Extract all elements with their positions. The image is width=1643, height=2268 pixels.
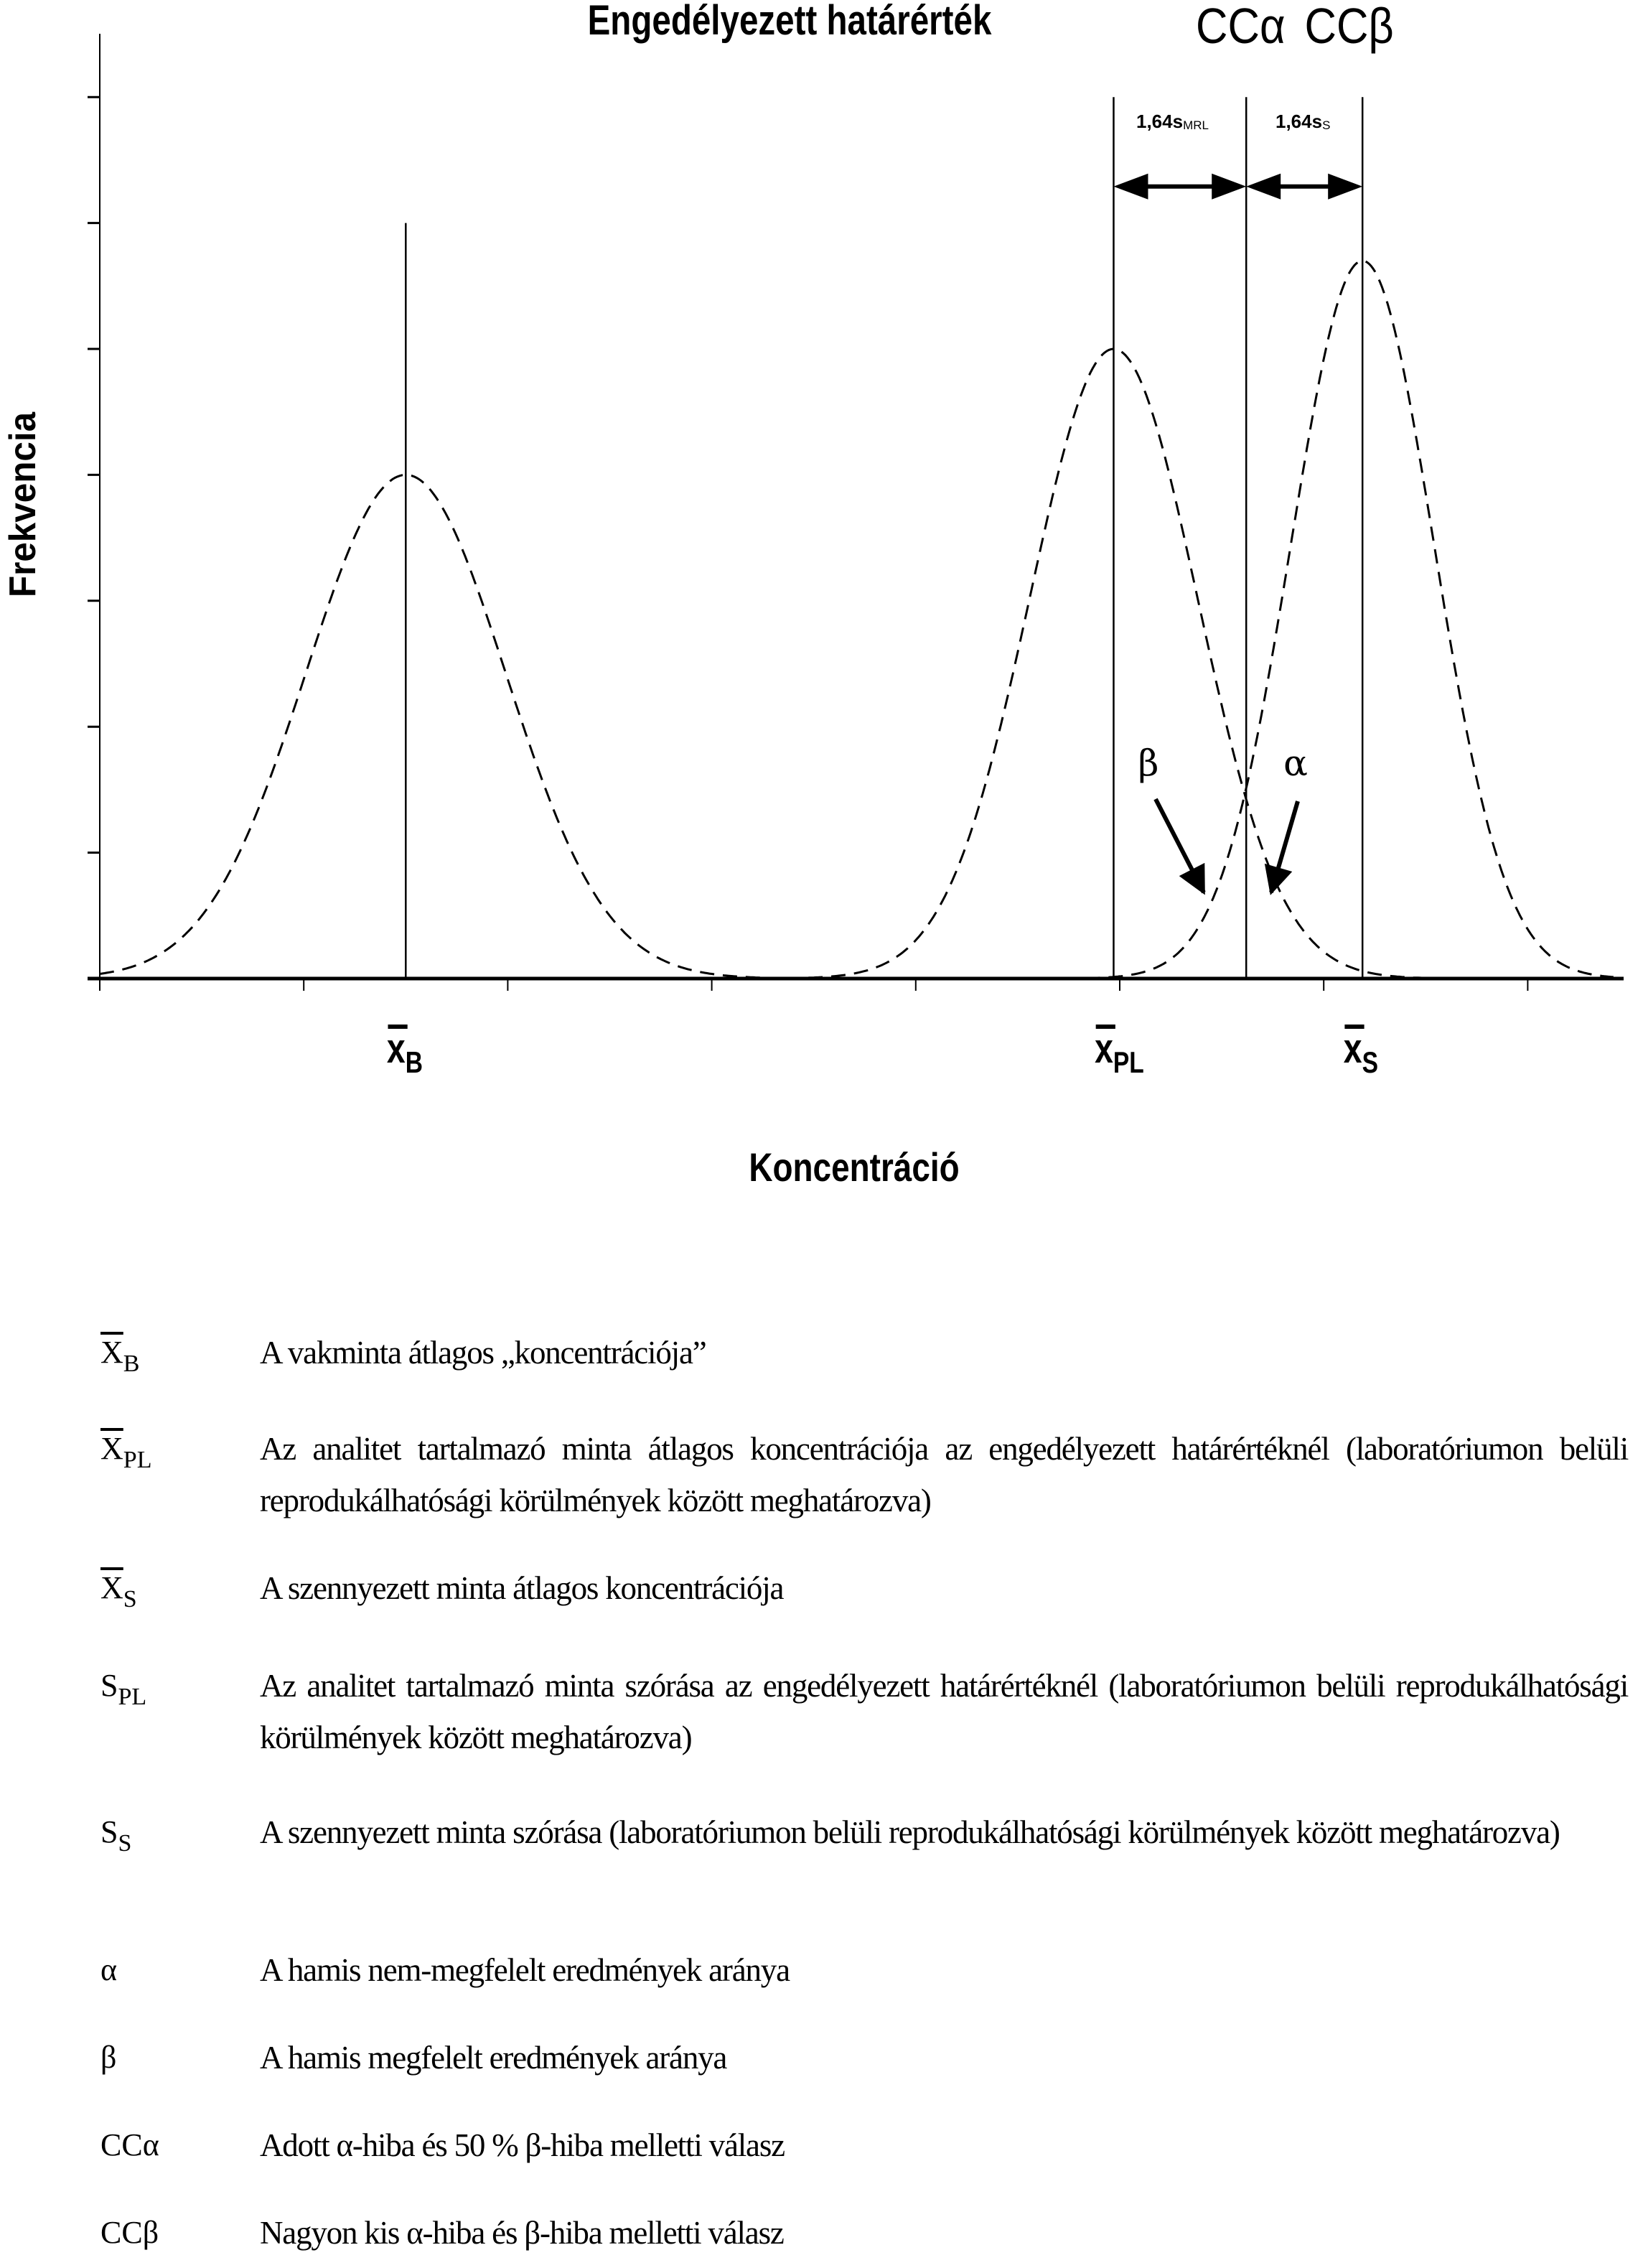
x-marker-sub: B (405, 1046, 423, 1080)
vertical-lines (406, 97, 1362, 979)
legend-symbol-base: CCβ (100, 2215, 159, 2250)
dimension-arrows (1113, 174, 1362, 200)
legend-description: A vakminta átlagos „koncentrációja” (260, 1335, 706, 1371)
arrowhead-left-icon (1113, 174, 1148, 200)
chart-title: Engedélyezett határérték (587, 0, 992, 45)
x-axis-label: Koncentráció (749, 1144, 960, 1190)
legend-description: A hamis megfelelt eredmények aránya (260, 2040, 727, 2076)
x-marker-sub: S (1362, 1046, 1379, 1080)
legend-symbol (100, 2207, 159, 2259)
legend-symbol-sub: S (118, 1830, 132, 1857)
legend-symbol-base: β (100, 2040, 117, 2075)
dim-label-s: 1,64sS (1275, 111, 1331, 132)
curve-s (1062, 261, 1613, 979)
x-marker-text (1344, 1025, 1378, 1080)
legend-description: Az analitet tartalmazó minta átlagos koncentrációja az engedélyezett határértéknél (laboratóriumon belüli reprodukálhatósági körülmények között meghatározva) (260, 1431, 1628, 1518)
legend-symbol-base: α (100, 1952, 118, 1987)
legend-symbol-base: $\overline{X}$ (100, 1431, 123, 1466)
cc-labels (1196, 0, 1394, 54)
x-marker-b (387, 1025, 423, 1080)
alpha-arrow (1271, 801, 1298, 892)
x-marker-base: x (1095, 1025, 1113, 1073)
curve-b (100, 475, 825, 979)
x-marker-pl (1095, 1025, 1144, 1080)
legend-symbol (100, 1327, 139, 1390)
legend-symbol-sub: PL (118, 1684, 147, 1710)
legend-symbol (100, 1423, 151, 1486)
cc-beta-label: CCβ (1304, 0, 1394, 54)
x-markers (387, 1025, 1378, 1080)
alpha-annotation: α (1283, 742, 1308, 784)
legend-symbol (100, 1660, 146, 1723)
x-marker-sub: PL (1113, 1046, 1144, 1080)
x-marker-text (387, 1025, 423, 1080)
legend-symbol (100, 1944, 117, 1996)
x-ticks (100, 979, 1527, 991)
legend-symbol (100, 2032, 116, 2083)
legend-description: A szennyezett minta átlagos koncentrációja (260, 1570, 784, 1606)
legend-symbol (100, 1806, 131, 1870)
legend-symbol (100, 1562, 137, 1625)
legend-symbol-base: $\overline{X}$ (100, 1570, 123, 1605)
legend-symbol (100, 2119, 159, 2171)
legend-symbol-base: S (100, 1668, 118, 1703)
legend-symbol-base: S (100, 1814, 118, 1849)
legend-description: Nagyon kis α-hiba és β-hiba melletti válasz (260, 2215, 784, 2251)
y-axis-label: Frekvencia (1, 411, 44, 598)
legend-description: Adott α-hiba és 50 % β-hiba melletti válasz (260, 2127, 785, 2163)
x-marker-s (1344, 1025, 1378, 1080)
curves (100, 261, 1614, 979)
x-marker-text (1095, 1025, 1144, 1080)
legend-description: A szennyezett minta szórása (laboratóriumon belüli reprodukálhatósági körülmények között meghatározva) (260, 1814, 1560, 1850)
dim-label-mrl: 1,64sMRL (1136, 111, 1209, 132)
legend-description: Az analitet tartalmazó minta szórása az engedélyezett határértéknél (laboratóriumon belüli reprodukálhatósági körülmények között meghatározva) (260, 1668, 1628, 1755)
legend-symbol-sub: PL (123, 1447, 152, 1473)
arrowhead-right-icon (1212, 174, 1246, 200)
legend-description: A hamis nem-megfelelt eredmények aránya (260, 1952, 790, 1988)
cc-alpha-label: CCα (1196, 0, 1286, 54)
legend-symbol-sub: S (123, 1586, 137, 1613)
legend-symbol-base: CCα (100, 2127, 159, 2162)
arrowhead-right-icon (1328, 174, 1362, 200)
arrowhead-left-icon (1246, 174, 1281, 200)
x-marker-base: x (386, 1025, 406, 1073)
y-ticks (88, 97, 100, 979)
beta-annotation: β (1138, 742, 1159, 784)
legend-symbol-sub: B (123, 1350, 140, 1377)
x-marker-base: x (1343, 1025, 1362, 1073)
beta-arrow (1156, 799, 1204, 892)
legend-symbol-base: $\overline{X}$ (100, 1335, 123, 1370)
